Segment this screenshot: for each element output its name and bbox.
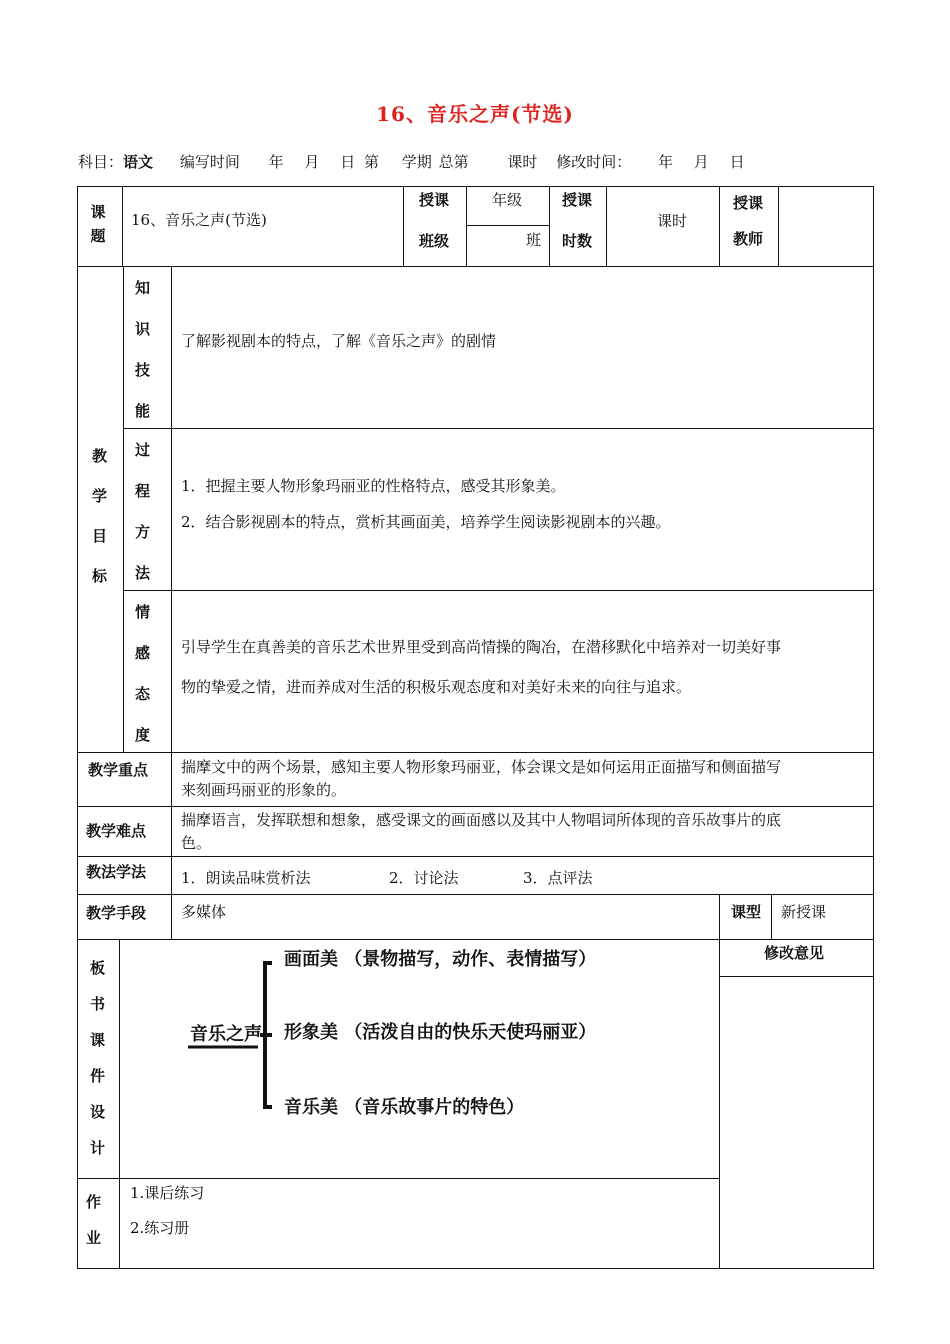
class-label-1: 授课 [419,191,450,209]
knowledge-text: 了解影视剧本的特点，了解《音乐之声》的剧情 [181,332,497,350]
methods-label: 教法学法 [86,863,147,881]
means-label: 教学手段 [86,904,147,922]
emotion-text-2: 物的挚爱之情，进而养成对生活的积极乐观态度和对美好未来的向往与追求。 [181,678,692,696]
month-label: 月 [304,153,320,171]
lesson-type-label: 课型 [731,903,762,921]
difficulties-label: 教学难点 [86,822,147,840]
lesson-label: 课时 [507,153,538,171]
subject-label: 科目： [78,153,124,171]
total-label: 总第 [438,153,469,171]
homework-label: 作业 [86,1193,102,1247]
process-label: 过程方法 [135,441,151,582]
key-points-line-2: 来刻画玛丽亚的形象的。 [181,781,347,799]
emotion-text-1: 引导学生在真善美的音乐艺术世界里受到高尚情操的陶冶，在潜移默化中培养对一切美好事 [181,638,782,656]
topic-value: 16、音乐之声(节选) [131,211,267,229]
board-branch-3: 音乐美 （音乐故事片的特色） [284,1097,525,1118]
grade-value: 年级 [492,191,523,209]
method-1: 1．朗读品味赏析法 [181,869,311,887]
topic-label: 课题 [90,203,106,245]
class-label-2: 班级 [419,232,450,250]
year-label: 年 [268,153,284,171]
revise-label: 修改意见 [764,944,825,962]
term-label: 学期 [401,153,432,171]
class-value: 班 [526,231,542,249]
goals-label: 教学目标 [92,447,108,585]
homework-2: 2.练习册 [130,1219,190,1237]
board-branch-1: 画面美 （景物描写，动作、表情描写） [284,949,597,970]
emotion-label: 情感态度 [135,603,151,744]
key-points-label: 教学重点 [88,761,149,779]
month2-label: 月 [693,153,709,171]
hours-label-1: 授课 [562,191,593,209]
day2-label: 日 [729,153,745,171]
process-text-1: 1．把握主要人物形象玛丽亚的性格特点，感受其形象美。 [181,477,566,495]
board-label: 板书课件设计 [90,959,106,1157]
subject-value: 语文 [123,153,154,171]
method-2: 2．讨论法 [389,869,459,887]
day-label: 日 [340,153,356,171]
difficulties-line-1: 揣摩语言，发挥联想和想象，感受课文的画面感以及其中人物唱词所体现的音乐故事片的底 [181,811,782,829]
board-center: 音乐之声 [190,1024,262,1045]
teacher-label-1: 授课 [733,194,764,212]
knowledge-label: 知识技能 [135,279,151,420]
di-label: 第 [364,153,380,171]
year2-label: 年 [657,153,673,171]
hours-label-2: 时数 [562,232,593,250]
meta-line [78,151,745,172]
teacher-label-2: 教师 [733,230,764,248]
method-3: 3．点评法 [523,869,593,887]
write-time-label: 编写时间 [179,153,240,171]
page-title: 16、音乐之声(节选) [376,102,574,126]
board-branch-2: 形象美 （活泼自由的快乐天使玛丽亚） [284,1022,597,1043]
hours-value: 课时 [657,212,688,230]
key-points-line-1: 揣摩文中的两个场景，感知主要人物形象玛丽亚，体会课文是如何运用正面描写和侧面描写 [181,758,782,776]
difficulties-line-2: 色。 [181,834,212,852]
homework-1: 1.课后练习 [130,1184,205,1202]
process-text-2: 2．结合影视剧本的特点，赏析其画面美，培养学生阅读影视剧本的兴趣。 [181,513,671,531]
lesson-type-value: 新授课 [781,903,827,921]
means-value: 多媒体 [181,903,227,921]
modify-time-label: 修改时间： [556,153,632,171]
